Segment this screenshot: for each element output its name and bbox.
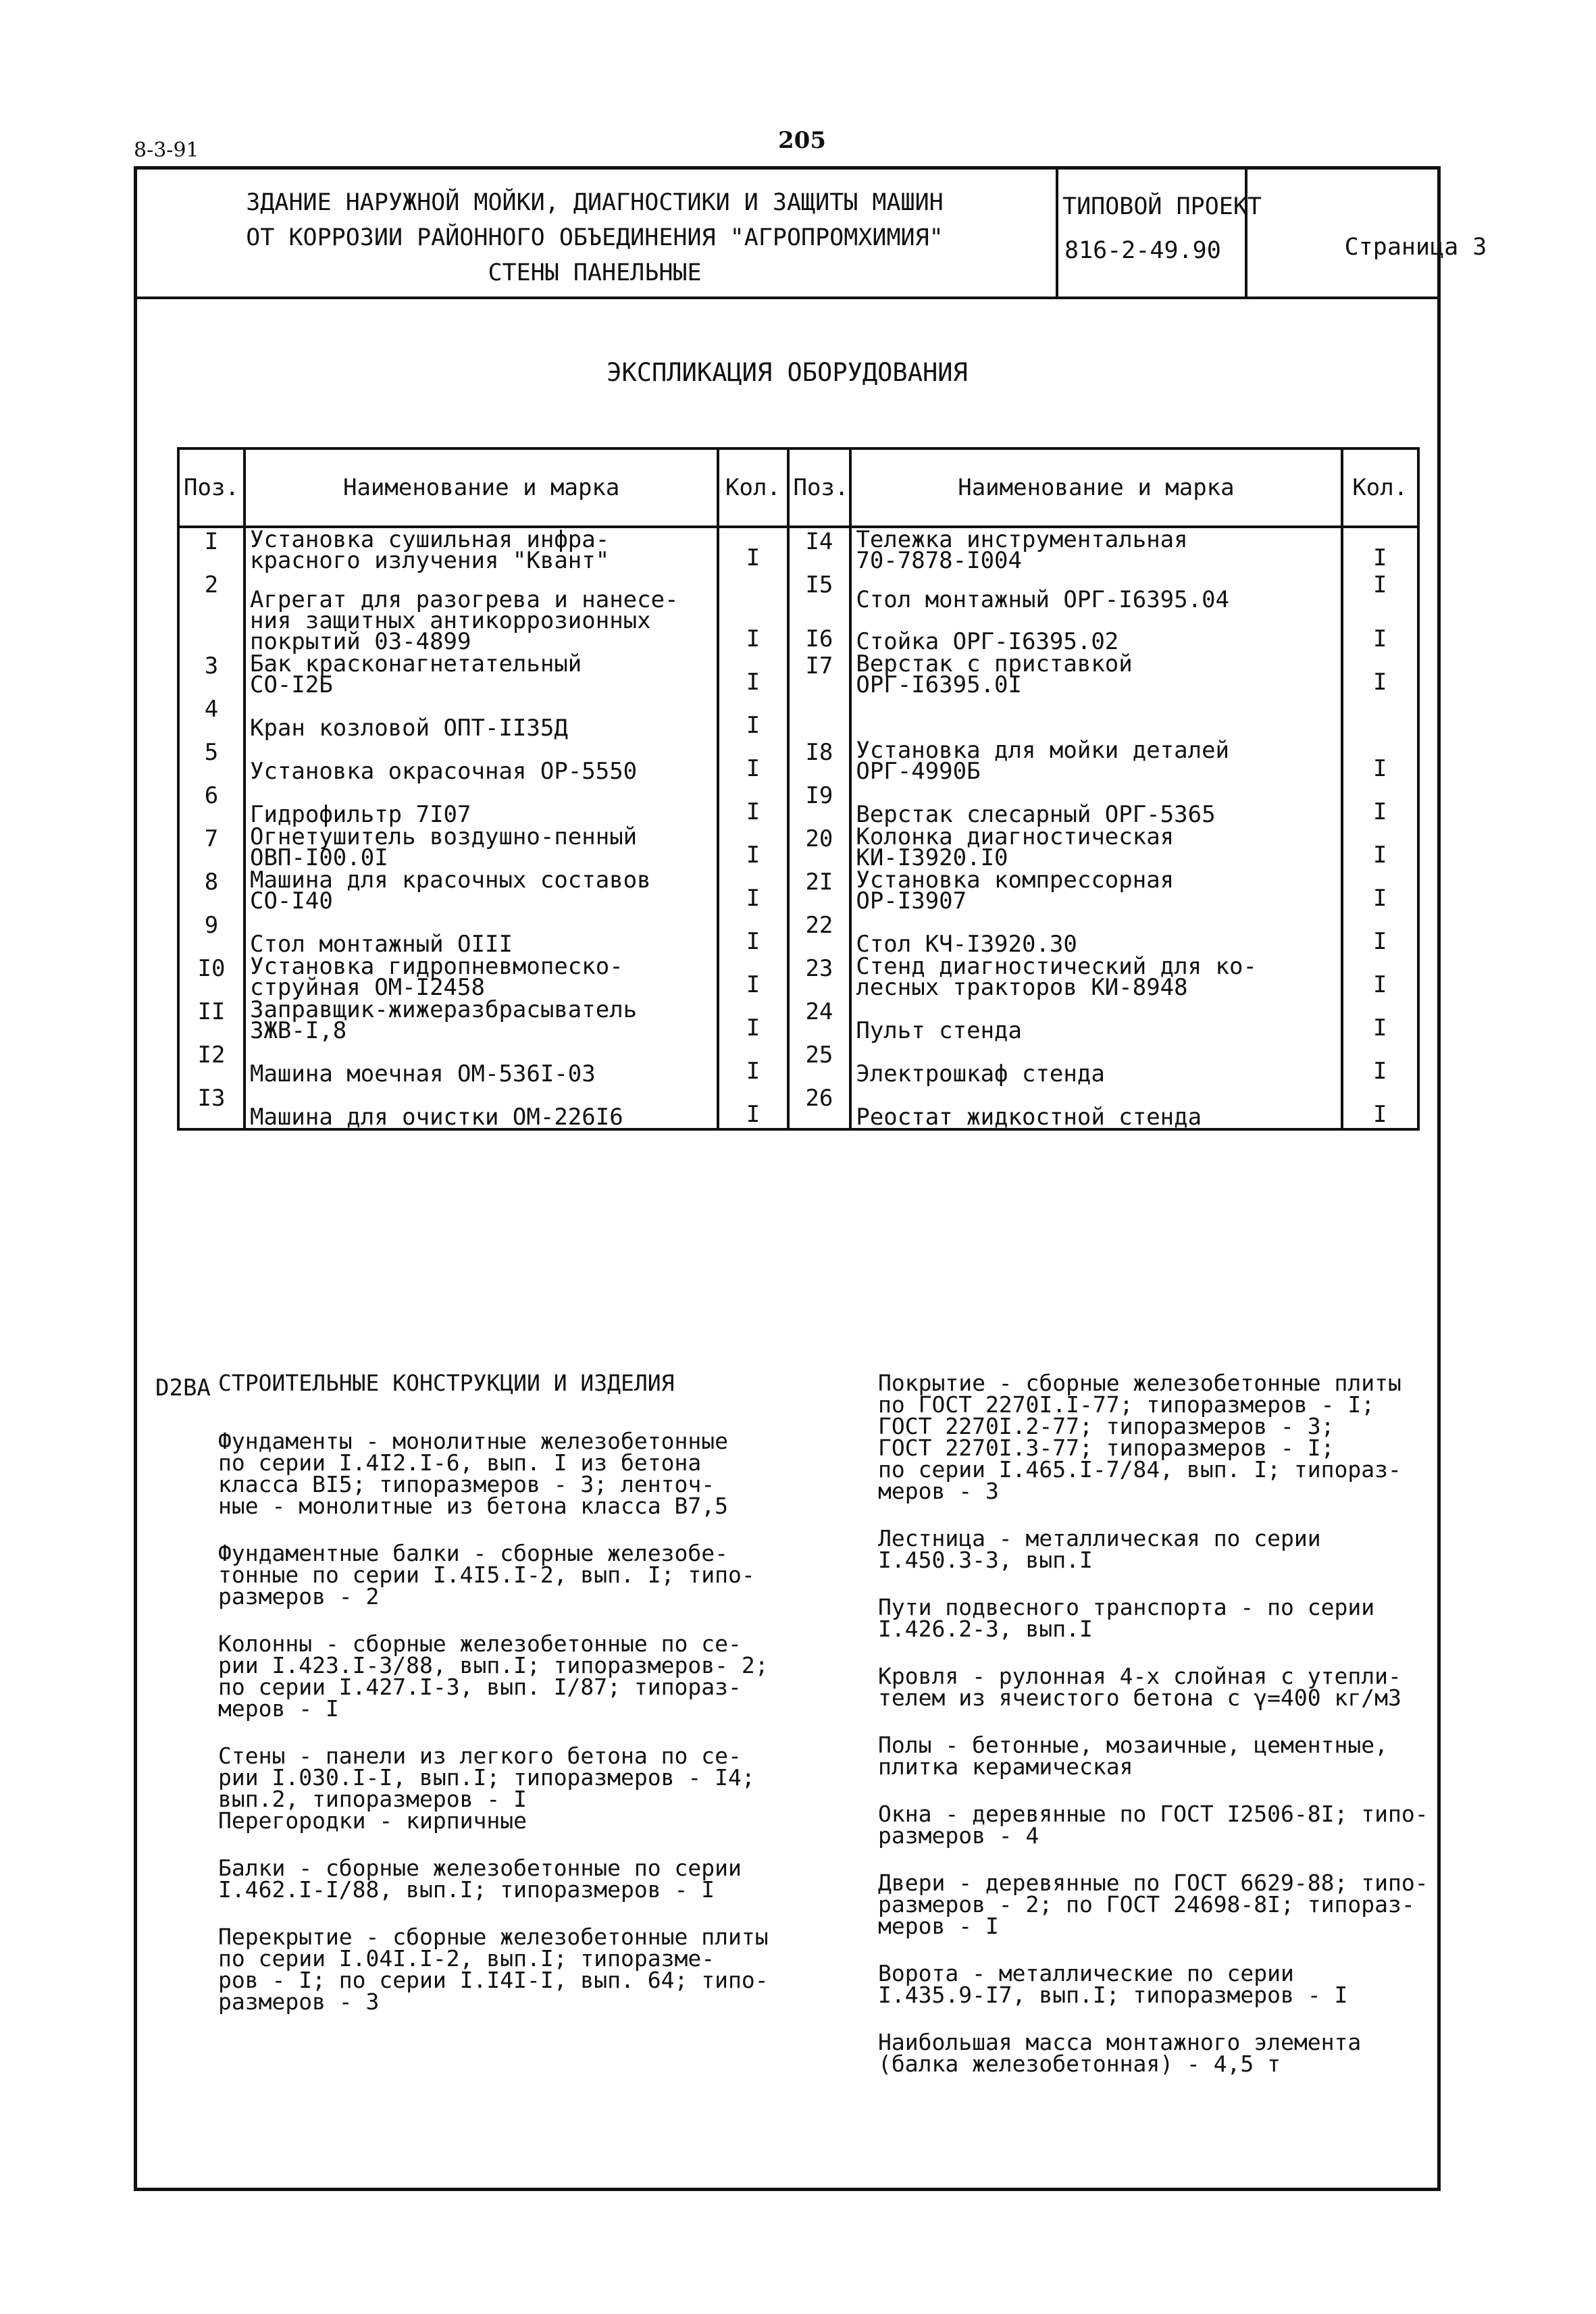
column-header: Кол. (718, 448, 788, 527)
table-row (178, 782, 1418, 825)
name-cell: Тележка инструментальная 70-7878-I004 (850, 527, 1341, 571)
quantity-cell: I (1342, 955, 1418, 998)
quantity-cell: I (1342, 825, 1418, 869)
column-header: Наименование и марка (850, 448, 1341, 527)
construction-item: Окна - деревянные по ГОСТ I2506-8I; типо- размеров - 4 (878, 1801, 1428, 1849)
construction-item: Фундаментные балки - сборные железобе- тонные по серии I.4I5.I-2, вып. I; типо- размеров - 2 (218, 1540, 755, 1610)
name-cell: Гидрофильтр 7I07 (244, 782, 718, 825)
column-header: Кол. (1342, 448, 1418, 527)
quantity-cell: I (718, 739, 788, 782)
construction-item: Пути подвесного транспорта - по серии I.426.2-3, вып.I (878, 1594, 1375, 1642)
table-row (178, 1085, 1418, 1129)
name-cell: Огнетушитель воздушно-пенный ОВП-I00.0I (244, 825, 718, 869)
name-cell: Установка для мойки деталей ОРГ-4990Б (850, 739, 1341, 782)
quantity-cell: I (1342, 869, 1418, 912)
name-cell: Машина для очистки ОМ-226I6 (244, 1085, 718, 1129)
position-cell: 4 (178, 696, 244, 739)
name-cell: Агрегат для разогрева и нанесе- ния защитных антикоррозионных покрытий 03-4899 (244, 571, 718, 652)
name-cell: Установка гидропневмопеско- струйная ОМ-I2458 (244, 955, 718, 998)
quantity-cell: I (1342, 782, 1418, 825)
construction-item: Балки - сборные железобетонные по серии I.462.I-I/88, вып.I; типоразмеров - I (218, 1855, 742, 1903)
quantity-cell: I (1342, 1042, 1418, 1085)
quantity-cell: I (1342, 652, 1418, 696)
construction-item: Кровля - рулонная 4-х слойная с утепли- телем из ячеистого бетона с γ=400 кг/м3 (878, 1663, 1401, 1711)
construction-item: Перекрытие - сборные железобетонные плиты по серии I.04I.I-2, вып.I; типоразме- ров - I; по серии I.I4I-I, вып. 64; типо- размеров - 3 (218, 1924, 769, 2015)
name-cell: Верстак слесарный ОРГ-5365 (850, 782, 1341, 825)
position-cell: 2 (178, 571, 244, 652)
position-cell: 2I (788, 869, 851, 912)
quantity-cell: I (718, 869, 788, 912)
title-block-divider (1245, 166, 1247, 297)
quantity-cell: I (718, 527, 788, 571)
quantity-cell: I (718, 1085, 788, 1129)
project-code: 816-2-49.90 (1064, 237, 1221, 264)
construction-item: Фундаменты - монолитные железобетонные по серии I.4I2.I-6, вып. I из бетона класса ВI5; типоразмеров - 3; ленточ- ные - монолитные из бетона класса В7,5 (218, 1428, 728, 1519)
quantity-cell: I (718, 955, 788, 998)
table-row (178, 527, 1418, 571)
quantity-cell: I (718, 1042, 788, 1085)
position-cell: 3 (178, 652, 244, 696)
title-block-divider (1056, 166, 1058, 297)
position-cell: I2 (178, 1042, 244, 1085)
position-cell: II (178, 998, 244, 1042)
quantity-cell: I (718, 912, 788, 955)
constructions-right-column (878, 1372, 1439, 2101)
name-cell: Стол монтажный ОРГ-I6395.04 Стойка ОРГ-I6395.02 (850, 571, 1341, 652)
section-title: СТРОИТЕЛЬНЫЕ КОНСТРУКЦИИ И ИЗДЕЛИЯ (218, 1370, 675, 1396)
name-cell: Пульт стенда (850, 998, 1341, 1042)
equipment-heading: ЭКСПЛИКАЦИЯ ОБОРУДОВАНИЯ (607, 358, 968, 387)
position-cell: 8 (178, 869, 244, 912)
position-cell: I (178, 527, 244, 571)
project-label: ТИПОВОЙ ПРОЕКТ (1062, 193, 1262, 220)
position-cell: 7 (178, 825, 244, 869)
name-cell: Машина моечная ОМ-536I-03 (244, 1042, 718, 1085)
table-row (178, 739, 1418, 782)
position-cell: 5 (178, 739, 244, 782)
page-number: 205 (778, 127, 826, 154)
equipment-table (177, 447, 1420, 1131)
table-row (178, 912, 1418, 955)
name-cell: Установка сушильная инфра- красного излучения "Квант" (244, 527, 718, 571)
section-code: D2BA (155, 1374, 211, 1402)
column-header: Поз. (788, 448, 851, 527)
position-cell (788, 696, 851, 739)
construction-item: Ворота - металлические по серии I.435.9-I7, вып.I; типоразмеров - I (878, 1960, 1348, 2008)
table-row (178, 696, 1418, 739)
sheet-page-label: Страница 3 (1344, 234, 1487, 261)
quantity-cell (1342, 696, 1418, 739)
position-cell: 25 (788, 1042, 851, 1085)
quantity-cell: I (1342, 1085, 1418, 1129)
position-cell: I8 (788, 739, 851, 782)
quantity-cell: I I (1342, 571, 1418, 652)
title-line: СТЕНЫ ПАНЕЛЬНЫЕ (488, 259, 702, 286)
quantity-cell: I (1342, 527, 1418, 571)
table-header-row (178, 448, 1418, 527)
position-cell: 6 (178, 782, 244, 825)
construction-item: Двери - деревянные по ГОСТ 6629-88; типо- размеров - 2; по ГОСТ 24698-8I; типораз- меров - I (878, 1870, 1428, 1939)
equipment-table-body (178, 527, 1418, 1129)
name-cell (850, 696, 1341, 739)
table-row (178, 571, 1418, 652)
construction-item: Полы - бетонные, мозаичные, цементные, плитка керамическая (878, 1732, 1388, 1780)
construction-item: Наибольшая масса монтажного элемента (балка железобетонная) - 4,5 т (878, 2029, 1362, 2077)
quantity-cell: I (718, 652, 788, 696)
construction-item: Покрытие - сборные железобетонные плиты по ГОСТ 2270I.I-77; типоразмеров - I; ГОСТ 2270I.2-77; типоразмеров - 3; ГОСТ 2270I.3-77; типоразмеров - I; по серии I.465.I-7/84, вып. I; типораз- меров - 3 (878, 1370, 1401, 1504)
name-cell: Стенд диагностический для ко- лесных тракторов КИ-8948 (850, 955, 1341, 998)
name-cell: Бак красконагнетательный СО-I2Б (244, 652, 718, 696)
name-cell: Установка окрасочная ОР-5550 (244, 739, 718, 782)
name-cell: Стол КЧ-I3920.30 (850, 912, 1341, 955)
position-cell: 9 (178, 912, 244, 955)
name-cell: Колонка диагностическая КИ-I3920.I0 (850, 825, 1341, 869)
position-cell: I4 (788, 527, 851, 571)
table-row (178, 955, 1418, 998)
position-cell: I9 (788, 782, 851, 825)
position-cell: I5 I6 (788, 571, 851, 652)
position-cell: 26 (788, 1085, 851, 1129)
construction-item: Лестница - металлическая по серии I.450.3-3, вып.I (878, 1525, 1321, 1573)
title-line: ЗДАНИЕ НАРУЖНОЙ МОЙКИ, ДИАГНОСТИКИ И ЗАЩИТЫ МАШИН (246, 189, 944, 216)
position-cell: 24 (788, 998, 851, 1042)
quantity-cell: I (1342, 739, 1418, 782)
construction-item: Стены - панели из легкого бетона по се- рии I.030.I-I, вып.I; типоразмеров - I4; вып.2, типоразмеров - I Перегородки - кирпичные (218, 1743, 755, 1834)
table-row (178, 825, 1418, 869)
quantity-cell: I (718, 998, 788, 1042)
quantity-cell: I (718, 571, 788, 652)
table-row (178, 1042, 1418, 1085)
column-header: Поз. (178, 448, 244, 527)
position-cell: I7 (788, 652, 851, 696)
quantity-cell: I (718, 782, 788, 825)
column-header: Наименование и марка (244, 448, 718, 527)
quantity-cell: I (718, 825, 788, 869)
name-cell: Установка компрессорная ОР-I3907 (850, 869, 1341, 912)
name-cell: Электрошкаф стенда (850, 1042, 1341, 1085)
name-cell: Верстак с приставкой ОРГ-I6395.0I (850, 652, 1341, 696)
table-row (178, 998, 1418, 1042)
position-cell: 23 (788, 955, 851, 998)
construction-item: Колонны - сборные железобетонные по се- рии I.423.I-3/88, вып.I; типоразмеров- 2; по серии I.427.I-3, вып. I/87; типораз- меров - I (218, 1630, 769, 1722)
position-cell: I0 (178, 955, 244, 998)
constructions-left-column (218, 1372, 846, 2038)
quantity-cell: I (718, 696, 788, 739)
position-cell: I3 (178, 1085, 244, 1129)
title-block (134, 166, 1487, 299)
name-cell: Кран козловой ОПТ-II35Д (244, 696, 718, 739)
position-cell: 20 (788, 825, 851, 869)
title-line: ОТ КОРРОЗИИ РАЙОННОГО ОБЪЕДИНЕНИЯ "АГРОПРОМХИМИЯ" (246, 224, 944, 251)
name-cell: Стол монтажный OIII (244, 912, 718, 955)
document-code: 8-3-91 (134, 138, 199, 162)
name-cell: Заправщик-жижеразбрасыватель ЗЖВ-I,8 (244, 998, 718, 1042)
quantity-cell: I (1342, 998, 1418, 1042)
position-cell: 22 (788, 912, 851, 955)
table-row (178, 869, 1418, 912)
quantity-cell: I (1342, 912, 1418, 955)
title-block-title (134, 185, 1056, 290)
name-cell: Реостат жидкостной стенда (850, 1085, 1341, 1129)
name-cell: Машина для красочных составов СО-I40 (244, 869, 718, 912)
table-row (178, 652, 1418, 696)
